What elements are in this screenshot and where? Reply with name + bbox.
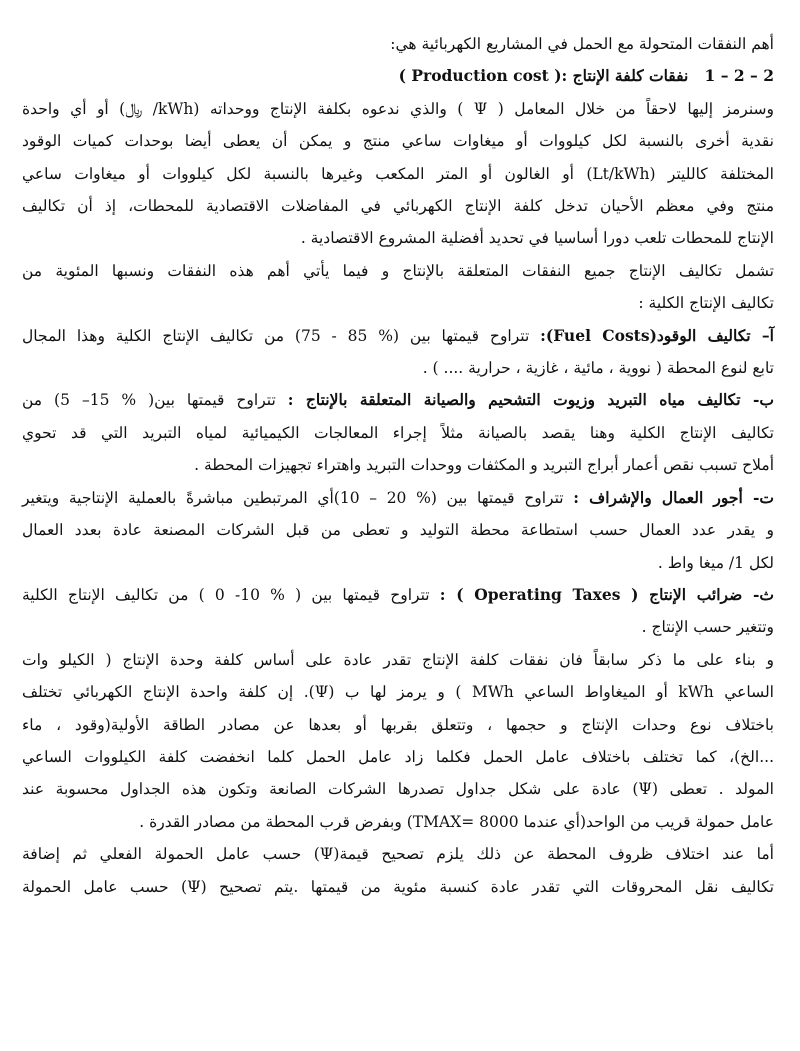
- paragraph-line: تشمل تكاليف الإنتاج جميع النفقات المتعلقة بالإنتاج و فيما يأتي أهم هذه النفقات ونسبها المئوية من: [22, 261, 774, 280]
- item-line: [22, 384, 774, 416]
- paragraph-correction: [22, 838, 774, 903]
- paragraph-line: تكاليف الإنتاج الكلية :: [638, 294, 774, 313]
- paragraph-line: باختلاف نوع وحدات الإنتاج و حجمها ، وتتعلق بقربها أو بعدها عن مصادر الطاقة الأولية(وقود ، ماء: [22, 715, 774, 734]
- item-label: آ– تكاليف الوقود(Fuel Costs):: [540, 325, 774, 345]
- item-label: ب- تكاليف مياه التبريد وزيوت التشحيم والصيانة المتعلقة بالإنتاج :: [287, 390, 774, 410]
- item-text: تتراوح قيمتها بين ( % 10- 0 ) من تكاليف الإنتاج الكلية: [22, 585, 430, 604]
- item-line: و يقدر عدد العمال حسب استطاعة محطة التوليد و تعطى من قبل الشركات المصنعة عادة بعدد العمال: [22, 521, 774, 540]
- paragraph-line: تكاليف نقل المحروقات التي تقدر عادة كنسبة مئوية من قيمتها .يتم تصحيح (Ψ) حسب عامل الحمولة: [22, 877, 774, 896]
- paragraph-cost-components: [22, 255, 774, 320]
- paragraph-line: نقدية أخرى بالنسبة لكل كيلووات أو ميغاوات ساعي منتج و يمكن أن يعطى أيضا بوحدات كميات الوقود: [22, 132, 774, 151]
- item-line: تكاليف الإنتاج الكلية وهنا يقصد بالصيانة مثلاً إجراء المعالجات الكيميائية لمياه التبريد التي قد تحوي: [22, 423, 774, 442]
- paragraph-line: وسنرمز إليها لاحقاً من خلال المعامل ( Ψ ) والذي ندعوه بكلفة الإنتاج ووحداته (kWh/ ﷼) أو أي واحدة: [22, 99, 775, 118]
- paragraph-line: و بناء على ما ذكر سابقاً فان نفقات كلفة الإنتاج تقدر عادة على أساس كلفة وحدة الإنتاج ( الكيلو وات: [22, 650, 774, 669]
- item-line: لكل 1/ ميغا واط .: [657, 553, 774, 572]
- item-text: تتراوح قيمتها بين( % 15– 5) من: [22, 391, 276, 410]
- item-label: ت- أجور العمال والإشراف :: [573, 487, 774, 507]
- item-cooling-maintenance: [22, 384, 774, 481]
- paragraph-unit-cost: [22, 644, 774, 838]
- paragraph-line: عامل حمولة قريب من الواحد(أي عندما TMAX= 8000) وبفرض قرب المحطة من مصادر القدرة .: [139, 812, 774, 831]
- section-number: 2 – 2 – 1: [704, 66, 774, 86]
- item-operating-taxes: [22, 579, 774, 644]
- paragraph-line: ...الخ)، كما تختلف باختلاف عامل الحمل فكلما زاد عامل الحمل كلما انخفضت كلفة الكيلووات الساعي: [22, 747, 774, 766]
- paragraph-line: المختلفة كالليتر (Lt/kWh) أو الغالون أو المتر المكعب وغيرها بالنسبة لكل كيلووات أو ميغاوات ساعي: [22, 164, 774, 183]
- item-line: [22, 482, 774, 514]
- paragraph-line: الإنتاج للمحطات تلعب دورا أساسيا في تحديد أفضلية المشروع الاقتصادية .: [300, 229, 774, 248]
- item-line: تابع لنوع المحطة ( نووية ، مائية ، غازية ، حرارية .... ) .: [422, 359, 774, 378]
- section-title-english: ( Production cost ):: [398, 66, 568, 86]
- section-heading: [22, 60, 774, 92]
- item-text: تتراوح قيمتها بين (% 85 - 75) من تكاليف الإنتاج الكلية وهذا المجال: [22, 326, 530, 345]
- item-line: أملاح تسبب نقص أعمار أبراج التبريد و المكثفات ووحدات التبريد واهتراء تجهيزات المحطة .: [194, 456, 774, 475]
- item-line: وتتغير حسب الإنتاج .: [641, 618, 774, 637]
- section-title: نفقات كلفة الإنتاج: [572, 66, 689, 86]
- item-labor-wages: [22, 482, 774, 579]
- item-label: ث- ضرائب الإنتاج ( Operating Taxes ) :: [439, 584, 774, 604]
- paragraph-line: منتج وفي معظم الأحيان تدخل كلفة الإنتاج الكهربائي في المفاضلات الاقتصادية للمحطات، إذ أن تكاليف: [22, 197, 774, 216]
- paragraph-line: الساعي kWh أو الميغاواط الساعي MWh ) و يرمز لها ب (Ψ). إن كلفة واحدة الإنتاج الكهربائي تختلف: [22, 683, 774, 702]
- intro-line: أهم النفقات المتحولة مع الحمل في المشاريع الكهربائية هي:: [390, 35, 774, 53]
- paragraph-line: أما عند اختلاف ظروف المحطة عن ذلك يلزم تصحيح قيمة(Ψ) حسب عامل الحمولة الفعلي ثم إضافة: [22, 845, 774, 864]
- item-text: تتراوح قيمتها بين (% 20 – 10)أي المرتبطين مباشرةً بالعملية الإنتاجية ويتغير: [22, 488, 564, 507]
- item-line: [22, 320, 774, 352]
- paragraph-line: المولد . تعطى (Ψ) عادة على شكل جداول تصدرها الشركات الصانعة وتكون هذه الجداول محسوبة عند: [22, 780, 774, 799]
- item-line: [22, 579, 774, 611]
- paragraph-production-cost: [22, 93, 774, 255]
- item-fuel-costs: [22, 320, 774, 385]
